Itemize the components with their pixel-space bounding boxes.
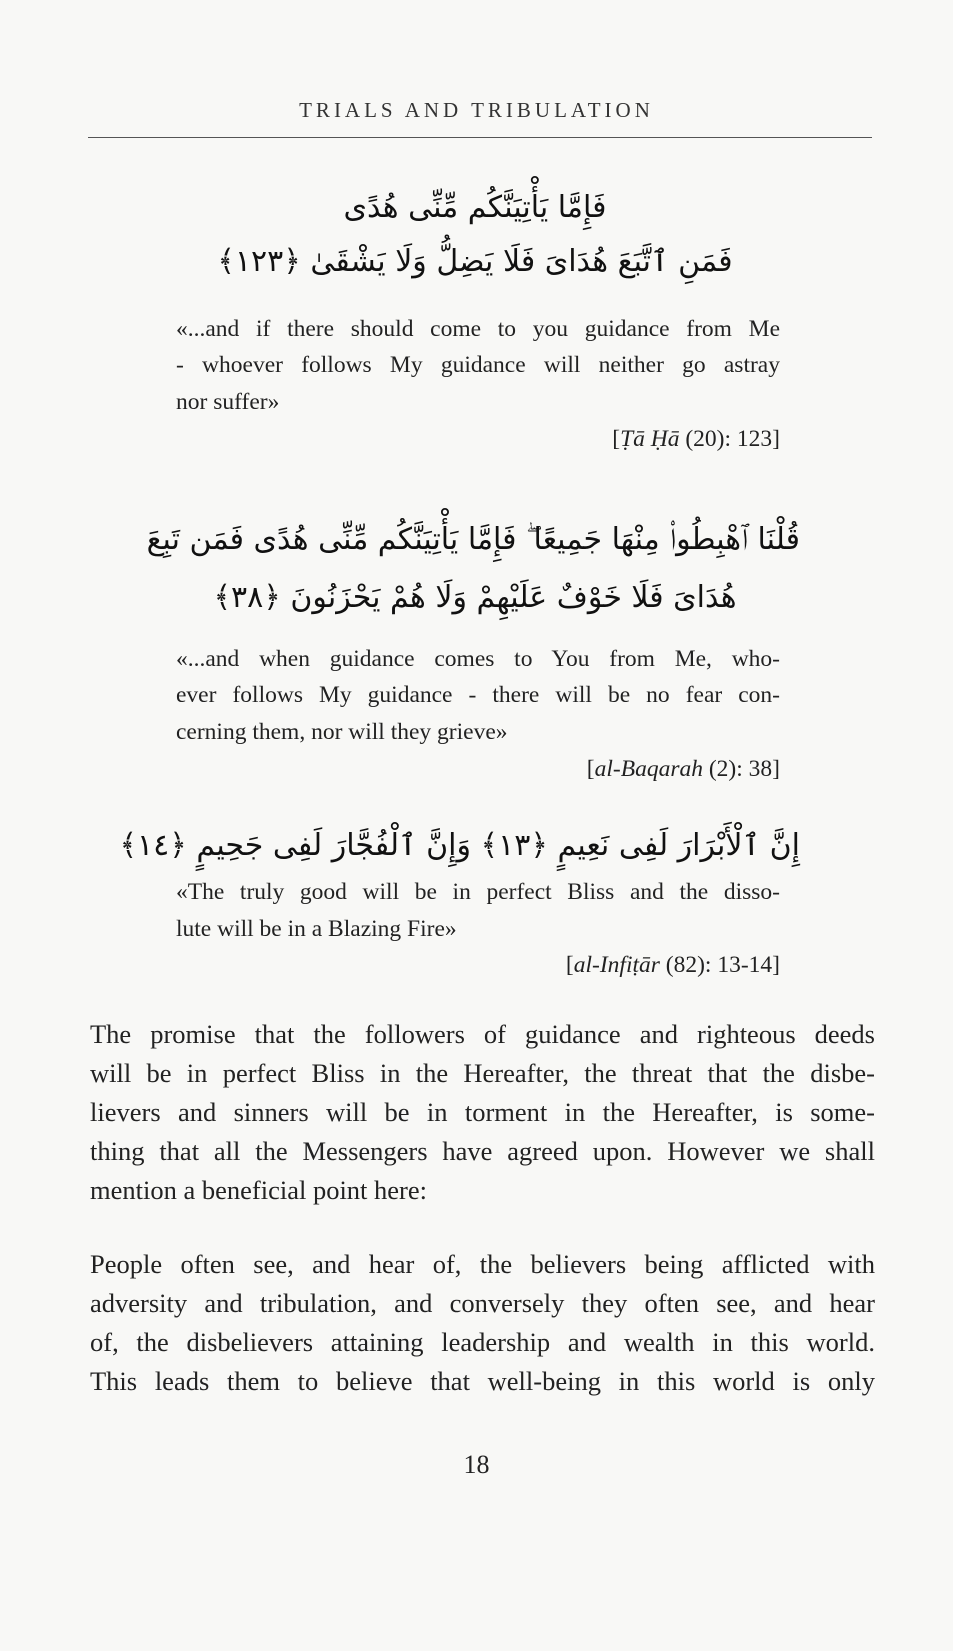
translation-line: nor suffer» — [176, 389, 280, 415]
header-rule — [88, 137, 872, 138]
body-line: lievers and sinners will be in torment in the Hereafter, is some- — [90, 1097, 875, 1127]
body-line: This leads them to believe that well-being in this world is only — [90, 1366, 875, 1396]
body-line: adversity and tribulation, and conversely they often see, and hear — [90, 1288, 875, 1318]
translation-line: «...and if there should come to you guidance from Me — [176, 316, 780, 342]
citation-ref: (82): 13-14] — [659, 952, 780, 978]
surah-name: al-Baqarah — [594, 756, 703, 782]
verse-citation — [566, 952, 780, 979]
body-line: of, the disbelievers attaining leadership and wealth in this world. — [90, 1327, 875, 1357]
translation-line: - whoever follows My guidance will neither go astray — [176, 352, 780, 378]
citation-bracket: [ — [586, 756, 595, 782]
translation-line: «...and when guidance comes to You from Me, who- — [176, 646, 780, 672]
verse-citation — [612, 426, 780, 453]
translation-line: «The truly good will be in perfect Bliss and the disso- — [176, 879, 780, 905]
body-line: mention a beneficial point here: — [90, 1175, 428, 1205]
translation-line: ever follows My guidance - there will be no fear con- — [176, 682, 780, 708]
citation-bracket: [ — [612, 426, 621, 452]
body-line: People often see, and hear of, the believers being afflicted with — [90, 1249, 875, 1279]
arabic-verse-line: إِنَّ ٱلْأَبْرَارَ لَفِى نَعِيمٍ ﴿١٣﴾ وَإِنَّ ٱلْفُجَّارَ لَفِى جَحِيمٍ ﴿١٤﴾ — [119, 828, 800, 863]
arabic-verse-line: هُدَاىَ فَلَا خَوْفٌ عَلَيْهِمْ وَلَا هُمْ يَحْزَنُونَ ﴿٣٨﴾ — [213, 580, 737, 615]
citation-ref: (20): 123] — [679, 426, 780, 452]
page-number: 18 — [463, 1450, 490, 1479]
citation-ref: (2): 38] — [702, 756, 780, 782]
translation-line: cerning them, nor will they grieve» — [176, 719, 508, 745]
body-line: will be in perfect Bliss in the Hereafter, the threat that the disbe- — [90, 1058, 875, 1088]
body-line: thing that all the Messengers have agreed upon. However we shall — [90, 1136, 875, 1166]
verse-citation — [587, 756, 780, 783]
arabic-verse-line: قُلْنَا ٱهْبِطُوا۟ مِنْهَا جَمِيعًا ۖ فَإِمَّا يَأْتِيَنَّكُم مِّنِّى هُدًى فَمَن تَبِعَ — [146, 522, 800, 557]
arabic-verse-line: فَمَنِ ٱتَّبَعَ هُدَاىَ فَلَا يَضِلُّ وَلَا يَشْقَىٰ ﴿١٢٣﴾ — [217, 244, 733, 279]
translation-line: lute will be in a Blazing Fire» — [176, 916, 457, 942]
body-line: The promise that the followers of guidance and righteous deeds — [90, 1019, 875, 1049]
surah-name: al-Infiṭār — [573, 952, 660, 978]
running-header: TRIALS AND TRIBULATION — [299, 98, 654, 122]
citation-bracket: [ — [565, 952, 574, 978]
arabic-verse-line: فَإِمَّا يَأْتِيَنَّكُم مِّنِّى هُدًى — [343, 190, 607, 225]
surah-name: Ṭā Ḥā — [620, 426, 680, 452]
